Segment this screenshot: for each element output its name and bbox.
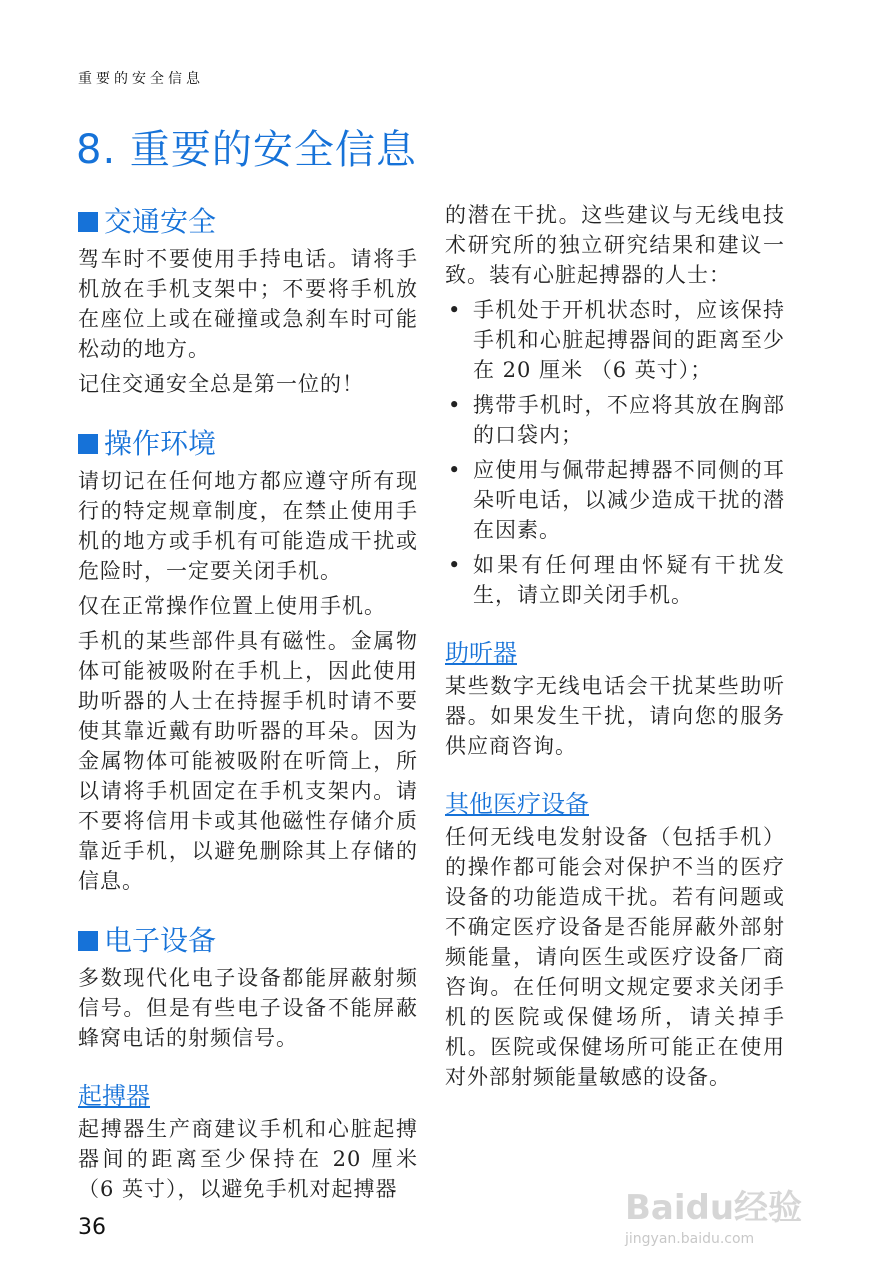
section-heading-electronics [78, 923, 418, 959]
page-number: 36 [78, 1215, 106, 1240]
heading-text: 操作环境 [104, 427, 217, 460]
list-item-text: 手机处于开机状态时，应该保持手机和心脏起搏器间的距离至少在 20 厘米 （6 英寸）； [473, 298, 785, 382]
paragraph: 手机的某些部件具有磁性。金属物体可能被吸附在手机上，因此使用助听器的人士在持握手机时请不要使其靠近戴有助听器的耳朵。因为金属物体可能被吸附在听筒上，所以请将手机固定在手机支架内。请不要将信用卡或其他磁性存储介质靠近手机，以避免删除其上存储的信息。 [78, 629, 418, 893]
square-bullet-icon [78, 212, 98, 232]
bullet-icon: • [448, 298, 462, 322]
list-item [445, 550, 785, 610]
subheading-medical-devices: 其他医疗设备 [445, 790, 589, 818]
list-item [445, 455, 785, 545]
section-heading-environment [78, 426, 418, 462]
paragraph: 请切记在任何地方都应遵守所有现行的特定规章制度，在禁止使用手机的地方或手机有可能造成干扰或危险时，一定要关闭手机。 [78, 469, 418, 583]
paragraph: 任何无线电发射设备（包括手机）的操作都可能会对保护不当的医疗设备的功能造成干扰。若有问题或不确定医疗设备是否能屏蔽外部射频能量，请向医生或医疗设备厂商咨询。在任何明文规定要求关闭手机的医院或保健场所，请关掉手机。医院或保健场所可能正在使用对外部射频能量敏感的设备。 [445, 825, 785, 1089]
bullet-icon: • [448, 393, 462, 417]
pacemaker-bullet-list [445, 295, 785, 610]
paragraph: 记住交通安全总是第一位的！ [78, 372, 364, 396]
list-item-text: 携带手机时，不应将其放在胸部的口袋内； [473, 393, 785, 447]
square-bullet-icon [78, 931, 98, 951]
paragraph: 某些数字无线电话会干扰某些助听器。如果发生干扰，请向您的服务供应商咨询。 [445, 674, 785, 758]
watermark-url: jingyan.baidu.com [625, 1231, 755, 1247]
heading-text: 交通安全 [104, 205, 217, 238]
list-item-text: 应使用与佩带起搏器不同侧的耳朵听电话，以减少造成干扰的潜在因素。 [473, 458, 785, 542]
paragraph: 的潜在干扰。这些建议与无线电技术研究所的独立研究结果和建议一致。装有心脏起搏器的人士： [445, 203, 785, 287]
left-column [78, 204, 418, 1209]
list-item [445, 390, 785, 450]
baidu-watermark [625, 1180, 802, 1247]
section-heading-traffic [78, 204, 418, 240]
paragraph: 仅在正常操作位置上使用手机。 [78, 594, 386, 618]
paragraph: 驾车时不要使用手持电话。请将手机放在手机支架中；不要将手机放在座位上或在碰撞或急刹车时可能松动的地方。 [78, 247, 418, 361]
paragraph: 多数现代化电子设备都能屏蔽射频信号。但是有些电子设备不能屏蔽蜂窝电话的射频信号。 [78, 966, 418, 1050]
right-column [445, 200, 785, 1097]
list-item [445, 295, 785, 385]
paragraph: 起搏器生产商建议手机和心脏起搏器间的距离至少保持在 20 厘米（6 英寸），以避免手机对起搏器 [78, 1117, 418, 1201]
square-bullet-icon [78, 434, 98, 454]
list-item-text: 如果有任何理由怀疑有干扰发生，请立即关闭手机。 [473, 553, 785, 607]
heading-text: 电子设备 [104, 924, 217, 957]
page-title: 8. 重要的安全信息 [76, 127, 417, 173]
watermark-logo: Baidu经验 [625, 1188, 803, 1228]
subheading-pacemaker: 起搏器 [78, 1082, 150, 1110]
bullet-icon: • [448, 553, 462, 577]
subheading-hearing-aids: 助听器 [445, 639, 517, 667]
running-header: 重要的安全信息 [78, 71, 204, 87]
bullet-icon: • [448, 458, 462, 482]
